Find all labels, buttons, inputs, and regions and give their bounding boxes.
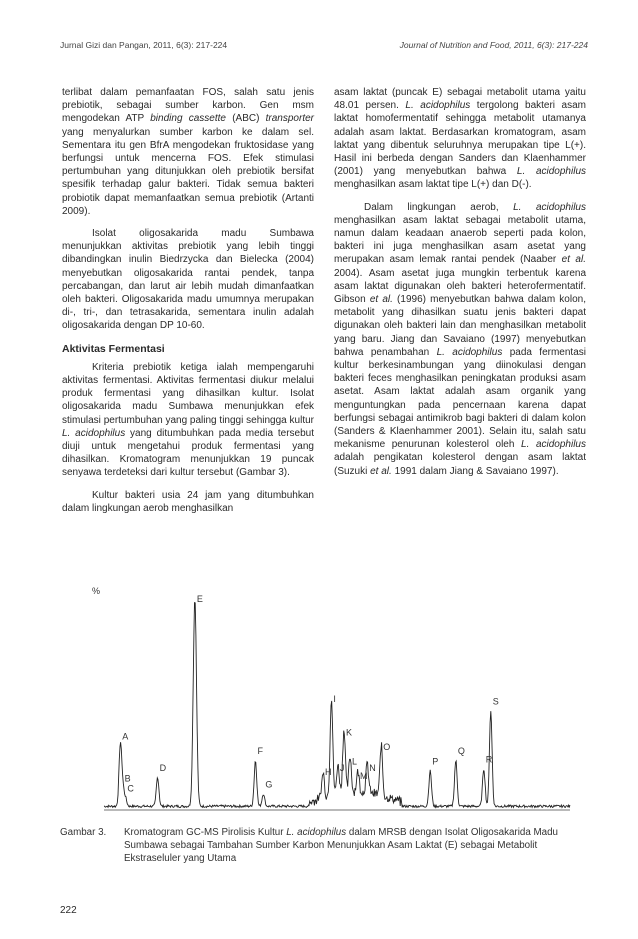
figure-caption-label: Gambar 3. (60, 827, 107, 838)
peak-label-n: N (369, 762, 376, 773)
left-paragraph-4: Kultur bakteri usia 24 jam yang ditumbuhkan dalam lingkungan aerob menghasilkan (62, 489, 314, 514)
peak-label-s: S (492, 696, 499, 707)
peak-label-i: I (333, 694, 336, 705)
right-paragraph-1: asam laktat (puncak E) sebagai metabolit utama yaitu 48.01 persen. L. acidophilus tergolong bakteri asam laktat homofermentatif sehingga metabolit utamanya adalah asam laktat. Berdasarkan kromatogram, asam laktat yang dibentuk seluruhnya merupakan tipe L(+). Hasil ini berbeda dengan Sanders dan Klaenhammer (2001) yang menyebutkan bahwa L. acidophilus menghasilkan asam laktat tipe L(+) dan D(-). (334, 87, 586, 191)
peak-label-l: L (352, 756, 358, 767)
peak-label-c: C (127, 783, 134, 794)
peak-label-j: J (339, 762, 345, 773)
left-column (62, 86, 314, 524)
journal-header-left: Jurnal Gizi dan Pangan, 2011, 6(3): 217-224 (60, 40, 228, 50)
peak-label-k: K (345, 727, 353, 738)
section-heading-fermentation: Aktivitas Fermentasi (62, 342, 165, 355)
right-paragraph-2: Dalam lingkungan aerob, L. acidophilus menghasilkan asam laktat sebagai metabolit utama, namun dalam keadaan anaerob seperti pada kolon, bakteri ini juga menghasilkan asam asetat yang merupakan asam lemak rantai pendek (Naaber et al. 2004). Asam asetat juga mungkin terbentuk karena asam laktat digunakan oleh bakteri heterofermentatif. Gibson et al. (1996) menyebutkan bahwa dalam kolon, metabolit yang dihasilkan suatu jenis bakteri dapat digunakan oleh bakteri lain dan menghasilkan metabolit yang baru. Jiang dan Savaiano (1997) menyebutkan bahwa penambahan L. acidophilus pada fermentasi kultur berkesinambungan yang diinokulasi dengan bakteri feces menghasilkan peningkatan produksi asam asetat. Asam laktat adalah asam organik yang menguntungkan pada pencernaan karena dapat berfungsi sebagai antimikrob bagi bakteri di dalam kolon (Sanders & Klaenhammer 2001). Selain itu, salah satu mekanisme penurunan kolesterol oleh L. acidophilus adalah pengikatan kolesterol dengan asam laktat (Suzuki et al. 1991 dalam Jiang & Savaiano 1997). (334, 201, 586, 477)
peak-label-e: E (196, 594, 203, 604)
peak-label-q: Q (457, 746, 465, 757)
figure-caption (60, 826, 590, 865)
peak-label-g: G (265, 779, 273, 790)
left-paragraph-2: Isolat oligosakarida madu Sumbawa menunjukkan aktivitas prebiotik yang lebih tinggi dibandingkan inulin Biedrzycka dan Bielecka (2004) menyebutkan oligosakarida rantai pendek, tanpa percabangan, dan larut air lebih mudah dimanfaatkan oleh bakteri. Oligosakarida madu umumnya merupakan di-, tri-, dan tetrasakarida, sementara inulin adalah oligosakarida dengan DP 10-60. (62, 228, 314, 332)
page-number: 222 (60, 905, 77, 916)
peak-label-f: F (257, 746, 263, 757)
chromatogram-chart (88, 584, 578, 820)
peak-label-o: O (383, 742, 391, 753)
peak-label-b: B (124, 773, 131, 784)
journal-header-right: Journal of Nutrition and Food, 2011, 6(3): 217-224 (399, 40, 588, 50)
peak-label-h: H (325, 767, 332, 778)
peak-label-r: R (485, 754, 493, 765)
figure-caption-text: Kromatogram GC-MS Pirolisis Kultur L. acidophilus dalam MRSB dengan Isolat Oligosakarida Madu Sumbawa sebagai Tambahan Sumber Karbon Menunjukkan Asam Laktat (E) sebagai Metabolit Ekstraseluler yang Utama (124, 827, 558, 864)
peak-label-p: P (432, 756, 439, 767)
peak-label-d: D (159, 762, 167, 773)
chart-corner-label: % (92, 586, 101, 596)
left-paragraph-1: terlibat dalam pemanfaatan FOS, salah satu jenis prebiotik, sebagai sumber karbon. Gen msm mengodekan ATP binding cassette (ABC) transporter yang menyalurkan sumber karbon ke dalam sel. Sementara itu gen BfrA mengodekan fruktosidase yang berfungsi untuk mencerna FOS. Efek stimulasi pertumbuhan yang ditunjukkan oleh prebiotik bersifat spesifik terhadap galur bakteri. Tidak semua bakteri probiotik dapat memanfaatkan semua prebiotik (Artanti 2009). (62, 87, 314, 217)
peak-label-a: A (122, 731, 129, 742)
chromatogram-trace (104, 603, 570, 808)
right-column (334, 86, 586, 487)
peak-label-m: M (359, 771, 368, 782)
left-paragraph-3: Kriteria prebiotik ketiga ialah mempengaruhi aktivitas fermentasi. Aktivitas fermentasi diukur melalui produk fermentasi yang dihasilkan kultur. Isolat oligosakarida madu Sumbawa menunjukkan efek stimulasi pertumbuhan yang paling tinggi sehingga kultur L. acidophilus yang ditumbuhkan pada media tersebut diuji untuk mengetahui produk fermentasi yang dihasilkan. Kromatogram menunjukkan 19 puncak senyawa terdeteksi dari kultur tersebut (Gambar 3). (62, 361, 314, 479)
chromatogram-figure (88, 584, 578, 820)
